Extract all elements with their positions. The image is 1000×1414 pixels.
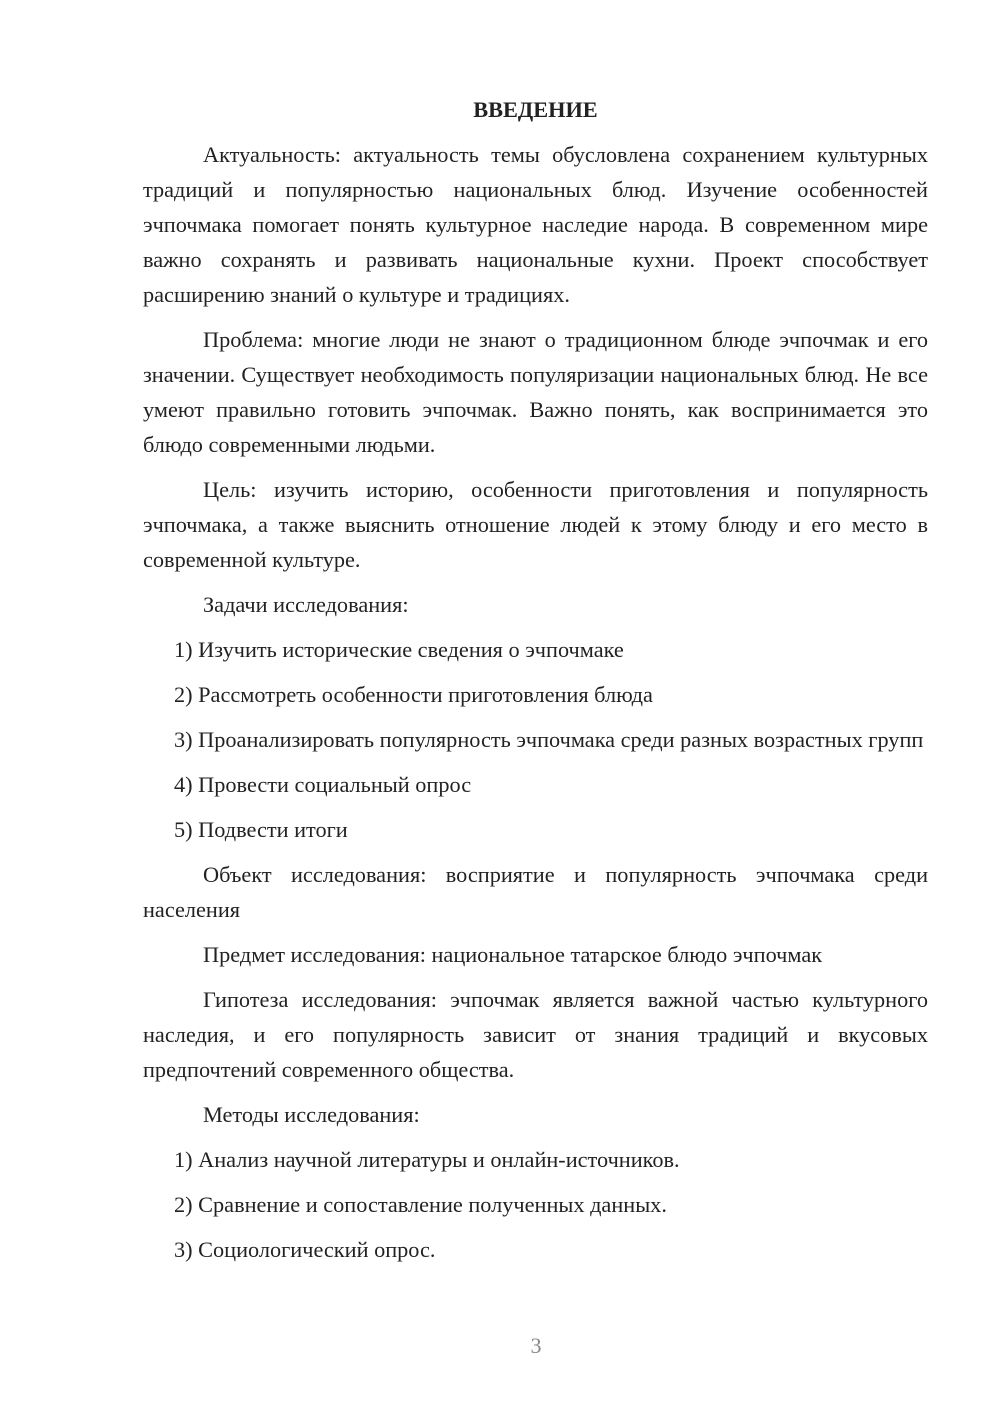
page-number: 3 (530, 1333, 542, 1358)
list-item: 2) Сравнение и сопоставление полученных данных. (174, 1192, 667, 1217)
tasks-heading: Задачи исследования: (203, 592, 409, 617)
list-item: 4) Провести социальный опрос (174, 772, 472, 797)
paragraph-relevance: Актуальность: актуальность темы обусловлена сохранением культурных традиций и популярностью национальных блюд. Изучение особенностей эчпочмака помогает понять культурное наследие народа. В современном мире важно сохранять и развивать национальные кухни. Проект способствует расширению знаний о культуре и традициях. (143, 142, 928, 307)
tasks-list (143, 632, 928, 847)
list-item: 5) Подвести итоги (174, 817, 348, 842)
methods-list (143, 1142, 928, 1267)
paragraph-goal: Цель: изучить историю, особенности приготовления и популярность эчпочмака, а также выяснить отношение людей к этому блюду и его место в современной культуре. (143, 477, 928, 572)
list-item: 1) Анализ научной литературы и онлайн-источников. (174, 1147, 680, 1172)
list-item: 3) Социологический опрос. (174, 1237, 436, 1262)
paragraph-object: Объект исследования: восприятие и популярность эчпочмака среди населения (143, 862, 928, 922)
list-item: 1) Изучить исторические сведения о эчпочмаке (174, 637, 624, 662)
paragraph-problem: Проблема: многие люди не знают о традиционном блюде эчпочмак и его значении. Существует необходимость популяризации национальных блюд. Не все умеют правильно готовить эчпочмак. Важно понять, как воспринимается это блюдо современными людьми. (143, 327, 928, 457)
list-item: 3) Проанализировать популярность эчпочмака среди разных возрастных групп (174, 727, 924, 752)
methods-heading: Методы исследования: (203, 1102, 420, 1127)
paragraph-subject: Предмет исследования: национальное татарское блюдо эчпочмак (203, 942, 823, 967)
paragraph-hypothesis: Гипотеза исследования: эчпочмак является важной частью культурного наследия, и его популярность зависит от знания традиций и вкусовых предпочтений современного общества. (143, 987, 928, 1082)
list-item: 2) Рассмотреть особенности приготовления блюда (174, 682, 653, 707)
page-title: ВВЕДЕНИЕ (473, 97, 598, 122)
page-content (143, 92, 928, 1277)
